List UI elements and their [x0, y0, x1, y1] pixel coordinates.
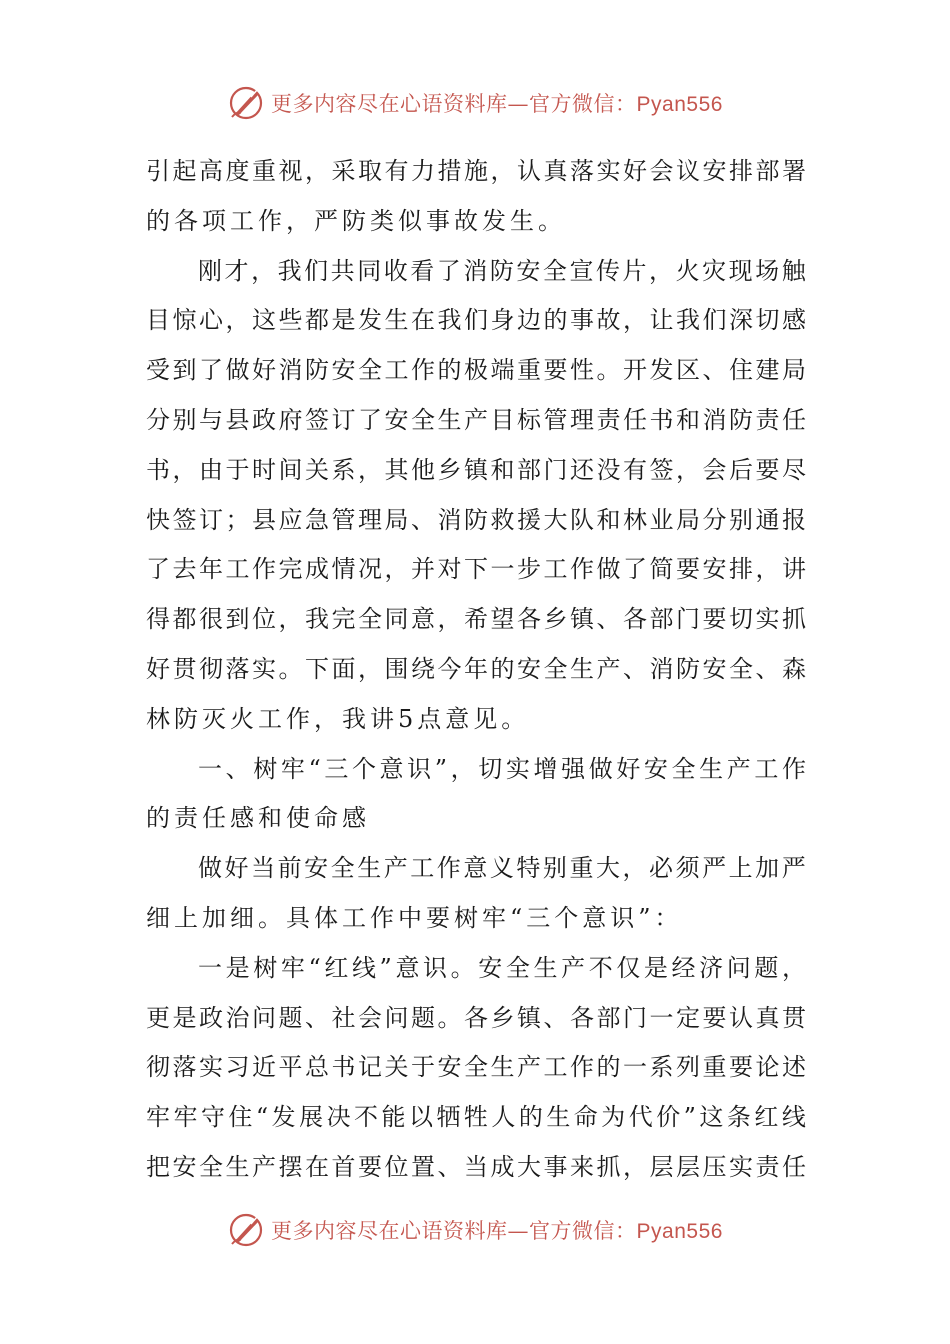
text-line: 的责任感和使命感	[146, 804, 370, 833]
text-line: 牢 牢 守 住 “ 发 展 决 不 能 以 牺 牲 人 的 生 命 为 代 价 ” 这 条 红 线	[146, 1103, 806, 1132]
text-line: 一 、 树 牢 “ 三 个 意 识 ” ， 切 实 增 强 做 好 安 全 生 产 工 作	[198, 754, 806, 783]
text-line: 了 去 年 工 作 完 成 情 况 ， 并 对 下 一 步 工 作 做 了 简 要 安 排 ， 讲	[146, 555, 806, 584]
text-line: 目 惊 心 ， 这 些 都 是 发 生 在 我 们 身 边 的 事 故 ， 让 我 们 深 切 感	[146, 306, 806, 335]
wechat-id: Pyan556	[636, 1220, 723, 1243]
text-line: 林防灭火工作，我讲5点意见。	[146, 704, 530, 733]
text-line: 得 都 很 到 位 ， 我 完 全 同 意 ， 希 望 各 乡 镇 、 各 部 门 要 切 实 抓	[146, 605, 806, 634]
text-line: 细上加细。具体工作中要树牢“三个意识”：	[146, 903, 683, 932]
header-banner-text: 更多内容尽在心语资料库—官方微信：Pyan556	[271, 92, 723, 116]
text-line: 分 别 与 县 政 府 签 订 了 安 全 生 产 目 标 管 理 责 任 书 和 消 防 责 任	[146, 405, 806, 434]
text-line: 引 起 高 度 重 视 ， 采 取 有 力 措 施 ， 认 真 落 实 好 会 议 安 排 部 署	[146, 157, 806, 185]
text-line: 快 签 订 ； 县 应 急 管 理 局 、 消 防 救 援 大 队 和 林 业 局 分 别 通 报	[146, 505, 806, 534]
text-line: 彻 落 实 习 近 平 总 书 记 关 于 安 全 生 产 工 作 的 一 系 列 重 要 论 述	[146, 1053, 806, 1082]
footer-banner	[0, 1208, 950, 1252]
wechat-id: Pyan556	[636, 93, 723, 116]
text-line: 的各项工作，严防类似事故发生。	[146, 206, 566, 235]
text-line: 把 安 全 生 产 摆 在 首 要 位 置 、 当 成 大 事 来 抓 ， 层 层 压 实 责 任	[146, 1152, 806, 1181]
text-line: 更 是 政 治 问 题 、 社 会 问 题 。 各 乡 镇 、 各 部 门 一 定 要 认 真 贯	[146, 1003, 806, 1032]
header-banner	[0, 81, 950, 125]
document-body	[146, 147, 806, 1193]
text-line: 一 是 树 牢 “ 红 线 ” 意 识 。 安 全 生 产 不 仅 是 经 济 问 题 ，	[198, 953, 806, 982]
quill-pen-logo-icon	[227, 84, 265, 122]
text-line: 受 到 了 做 好 消 防 安 全 工 作 的 极 端 重 要 性 。 开 发 区 、 住 建 局	[146, 356, 806, 385]
text-line: 好 贯 彻 落 实 。 下 面 ， 围 绕 今 年 的 安 全 生 产 、 消 防 安 全 、 森	[146, 654, 806, 683]
text-line: 书 ， 由 于 时 间 关 系 ， 其 他 乡 镇 和 部 门 还 没 有 签 ， 会 后 要 尽	[146, 455, 806, 484]
footer-banner-text: 更多内容尽在心语资料库—官方微信：Pyan556	[271, 1219, 723, 1243]
text-line: 刚 才 ， 我 们 共 同 收 看 了 消 防 安 全 宣 传 片 ， 火 灾 现 场 触	[198, 256, 806, 285]
quill-pen-logo-icon	[227, 1211, 265, 1249]
text-line: 做 好 当 前 安 全 生 产 工 作 意 义 特 别 重 大 ， 必 须 严 上 加 严	[198, 854, 806, 883]
